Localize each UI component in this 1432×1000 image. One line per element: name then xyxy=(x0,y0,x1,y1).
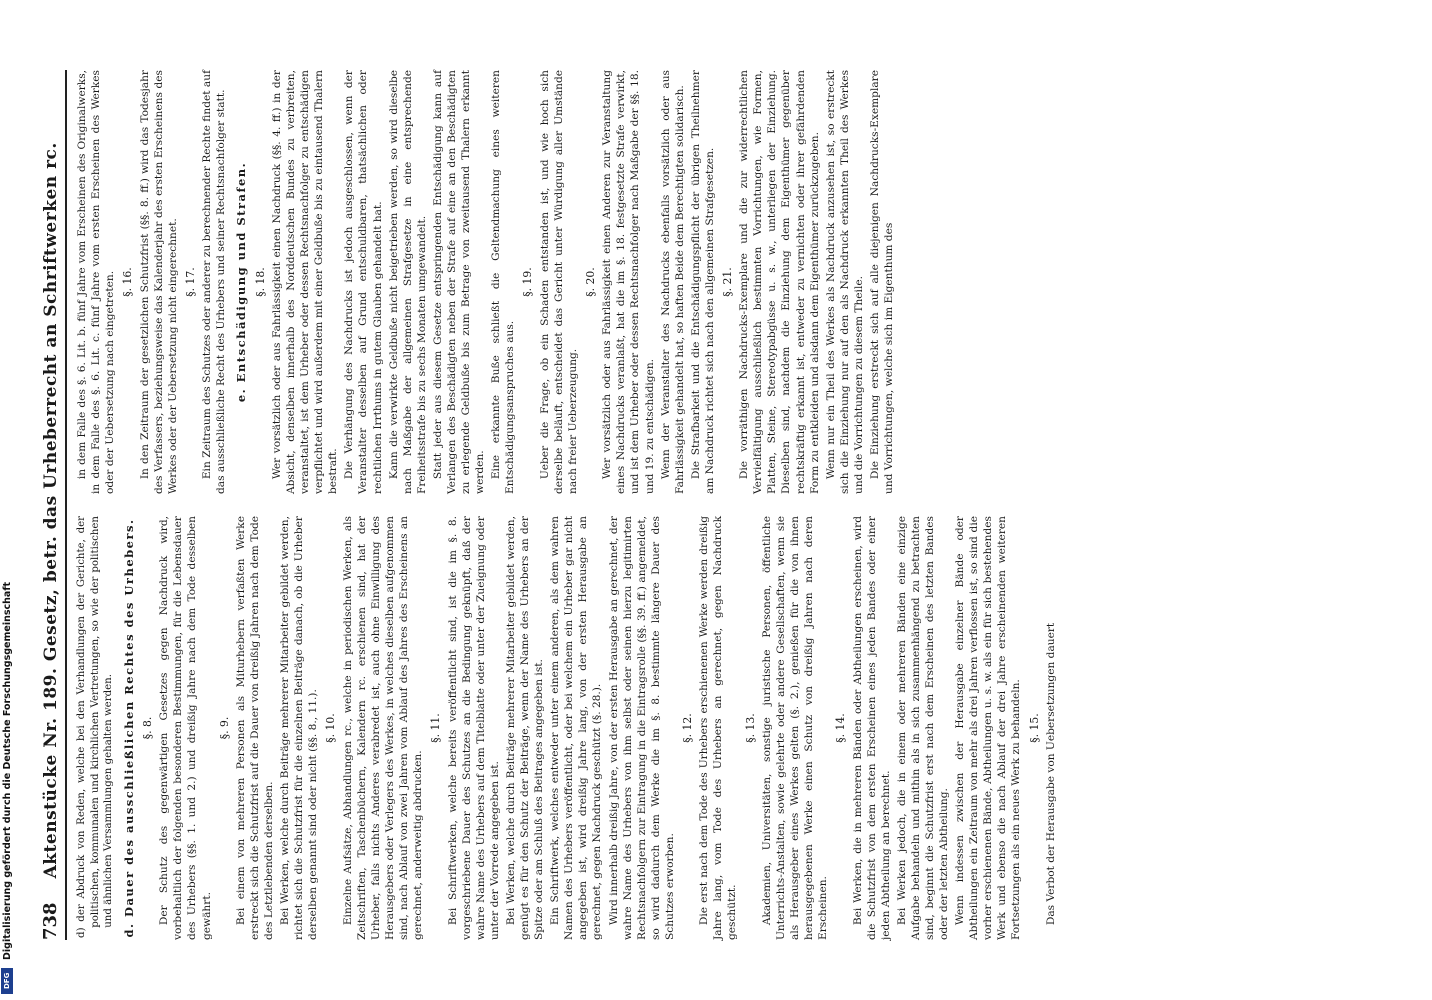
paragraph-number: §. 20. xyxy=(583,267,597,297)
body-paragraph: In den Zeitraum der gesetzlichen Schutzfrist (§§. 8. ff.) wird das Todesjahr des Verfassers, beziehungsweise das Kalenderjahr des ersten Erscheinens des Werkes oder der Uebersetzung nicht eingerechnet. xyxy=(138,70,179,494)
list-item: d) der Abdruck von Reden, welche bei den Verhandlungen der Gerichte, der politischen, kommunalen und kirchlichen Vertretungen, so wie der politischen und ähnlichen Versammlungen gehalten werden. xyxy=(76,516,115,938)
body-paragraph: Einzelne Aufsätze, Abhandlungen rc., welche in periodischen Werken, als Zeitschriften, Taschenbüchern, Kalendern rc. erschienen sind, hat der Urheber, falls nichts Anderes verabredet ist, auch ohne Einwilligung des Herausgebers oder Verlegers des Werkes, in welches dieselben aufgenommen sind, nach Ablauf von zwei Jahren vom Ablauf des Jahres des Erscheinens an gerechnet, anderweitig abdrucken. xyxy=(341,516,425,940)
paragraph-number: §. 18. xyxy=(253,267,267,297)
funding-note: Digitalisierung gefördert durch die Deutsche Forschungsgemeinschaft xyxy=(1,582,13,960)
body-paragraph: Wenn nur ein Theil des Werkes als Nachdruck anzusehen ist, so erstreckt sich die Einziehung nur auf den als Nachdruck erkannten Theil des Werkes und die Vorrichtungen zu diesem Theile. xyxy=(824,70,865,494)
paragraph-number: §. 8. xyxy=(140,716,154,740)
body-paragraph: Akademien, Universitäten, sonstige juristische Personen, öffentliche Unterrichts-Anstalten, sowie gelehrte oder andere Gesellschaften, wenn sie als Herausgeber eines Werkes gelten (§. 2.), genießen für die von ihnen herausgegebenen Werke einen Schutz von dreißig Jahren nach deren Erscheinen. xyxy=(760,516,830,940)
paragraph-number: §. 13. xyxy=(743,713,757,743)
paragraph-number: §. 11. xyxy=(429,713,443,743)
body-paragraph: Bei Werken, die in mehreren Bänden oder Abtheilungen erscheinen, wird die Schutzfrist von dem ersten Erscheinen eines jeden Bandes oder einer jeden Abtheilung an berechnet. xyxy=(851,516,892,940)
paragraph-number: §. 15. xyxy=(1027,713,1041,743)
right-column xyxy=(75,70,1060,494)
body-paragraph: Eine erkannte Buße schließt die Geltendmachung eines weiteren Entschädigungsanspruches aus. xyxy=(490,70,517,494)
body-paragraph: Wenn der Veranstalter des Nachdrucks ebenfalls vorsätzlich oder aus Fahrlässigkeit gehandelt hat, so haften Beide dem Berechtigten solidarisch. xyxy=(659,70,686,494)
body-paragraph: Bei Werken, welche durch Beiträge mehrerer Mitarbeiter gebildet werden, genügt es für den Schutz der Beiträge, wenn der Name des Urhebers an der Spitze oder am Schluß des Beitrages angegeben ist. xyxy=(504,516,546,940)
paragraph-number: §. 12. xyxy=(680,713,694,743)
body-paragraph: Ein Zeitraum des Schutzes oder anderer zu berechnender Rechte findet auf das ausschließliche Recht des Urhebers und seiner Rechtsnachfolger statt. xyxy=(201,70,228,494)
body-paragraph: Bei Schriftwerken, welche bereits veröffentlicht sind, ist die im §. 8. vorgeschriebene Dauer des Schutzes an die Bedingung geknüpft, daß der wahre Name des Urhebers auf dem Titelblatte oder unter der Zueignung oder unter der Vorrede angegeben ist. xyxy=(446,516,501,940)
left-column xyxy=(75,516,1060,940)
section-heading: d. Dauer des ausschließlichen Rechtes des Urhebers. xyxy=(121,518,136,938)
dfg-logo: DFG xyxy=(1,968,13,994)
paragraph-number: §. 14. xyxy=(834,713,848,743)
body-paragraph: Bei Werken jedoch, die in einem oder mehreren Bänden eine einzige Aufgabe behandeln und mithin als in sich zusammenhängend zu betrachten sind, beginnt die Schutzfrist erst nach dem Erscheinen des letzten Bandes oder der letzten Abtheilung. xyxy=(895,516,951,940)
body-paragraph: Bei einem von mehreren Personen als Miturhebern verfaßten Werke erstreckt sich die Schutzfrist auf die Dauer von dreißig Jahren nach dem Tode des Letztlebenden derselben. xyxy=(235,516,276,940)
body-paragraph: Der Schutz des gegenwärtigen Gesetzes gegen Nachdruck wird, vorbehaltlich der folgenden besonderen Bestimmungen, für die Lebensdauer des Urhebers (§§. 1. und 2.) und dreißig Jahre nach dem Tode desselben gewährt. xyxy=(158,516,213,940)
body-paragraph: Ein Schriftwerk, welches entweder unter einem anderen, als dem wahren Namen des Urhebers veröffentlicht, oder bei welchem ein Urheber gar nicht angegeben ist, wird dreißig Jahre lang, von der ersten Herausgabe an gerechnet, gegen Nachdruck geschützt (§. 28.). xyxy=(549,516,604,940)
body-paragraph: Bei Werken, welche durch Beiträge mehrerer Mitarbeiter gebildet werden, richtet sich die Schutzfrist für die einzelnen Beiträge danach, ob die Urheber derselben genannt sind oder nicht (§§. 8., 11.). xyxy=(279,516,320,940)
body-paragraph: Die Einziehung erstreckt sich auf alle diejenigen Nachdrucks-Exemplare und Vorrichtungen, welche sich im Eigenthum des xyxy=(868,70,896,494)
body-paragraph: Statt jeder aus diesem Gesetze entspringenden Entschädigung kann auf Verlangen des Beschädigten neben der Strafe auf eine an den Beschädigten zu erlegende Geldbuße bis zum Betrage von zweitausend Thalern erkannt werden. xyxy=(431,70,487,494)
paragraph-number: §. 9. xyxy=(217,716,231,740)
body-paragraph: Wer vorsätzlich oder aus Fahrlässigkeit einen Nachdruck (§§. 4. ff.) in der Absicht, denselben innerhalb des Norddeutschen Bundes zu verbreiten, veranstaltet, ist dem Urheber oder dessen Rechtsnachfolger zu entschädigen verpflichtet und wird außerdem mit einer Geldbuße bis zu eintausend Thalern bestraft. xyxy=(270,70,340,494)
body-paragraph: in dem Falle des §. 6. Lit. b. fünf Jahre vom Erscheinen des Originalwerks, in dem Falle des §. 6. Lit. c. fünf Jahre vom ersten Erscheinen des Werkes oder der Uebersetzung nach eingetreten. xyxy=(76,70,117,494)
body-paragraph: Kann die verwirkte Geldbuße nicht beigetrieben werden, so wird dieselbe nach Maßgabe der allgemeinen Strafgesetze in eine entsprechende Freiheitsstrafe bis zu sechs Monaten umgewandelt. xyxy=(387,70,428,494)
paragraph-number: §. 21. xyxy=(720,267,734,297)
text-columns xyxy=(75,70,1060,940)
paragraph-number: §. 16. xyxy=(121,267,135,297)
page-title: Aktenstücke Nr. 189. Gesetz, betr. das Urheberrecht an Schriftwerken rc. xyxy=(41,142,61,879)
body-paragraph: Die vorräthigen Nachdrucks-Exemplare und die zur widerrechtlichen Vervielfältigung ausschließlich bestimmten Vorrichtungen, wie Formen, Platten, Steine, Stereotypabgüsse u. s. w., unterliegen der Einziehung. Dieselben sind, nachdem die Einziehung dem Eigenthümer gegenüber rechtskräftig erkannt ist, entweder zu vernichten oder ihrer gefährdenden Form zu entkleiden und alsdann dem Eigenthümer zurückzugeben. xyxy=(738,70,821,494)
body-paragraph: Die Verhängung des Nachdrucks ist jedoch ausgeschlossen, wenn der Veranstalter desselben auf Grund entschuldbaren, thatsächlichen oder rechtlichen Irrthums in gutem Glauben gehandelt hat. xyxy=(343,70,384,494)
body-paragraph: Ueber die Frage, ob ein Schaden entstanden ist, und wie hoch sich derselbe beläuft, entscheidet das Gericht unter Würdigung aller Umstände nach freier Ueberzeugung. xyxy=(538,70,579,494)
running-header xyxy=(40,70,67,940)
paragraph-number: §. 17. xyxy=(183,267,197,297)
body-paragraph: Die Strafbarkeit und die Entschädigungspflicht der übrigen Theilnehmer am Nachdruck richtet sich nach den allgemeinen Strafgesetzen. xyxy=(689,70,716,494)
body-paragraph: Wird innerhalb dreißig Jahre, von der ersten Herausgabe an gerechnet, der wahre Name des Urhebers von ihm selbst oder seinen hierzu legitimirten Rechtsnachfolgern zur Eintragung in die Eintragsrolle (§§. 39. ff.) angemeldet, so wird dadurch dem Werke die im §. 8. bestimmte längere Dauer des Schutzes erworben. xyxy=(607,516,676,940)
page-number: 738 xyxy=(40,902,61,940)
body-paragraph: Das Verbot der Herausgabe von Uebersetzungen dauert xyxy=(1044,622,1057,926)
section-heading: e. Entschädigung und Strafen. xyxy=(234,161,249,403)
body-paragraph: Wer vorsätzlich oder aus Fahrlässigkeit einen Anderen zur Veranstaltung eines Nachdrucks veranlaßt, hat die im §. 18. festgesetzte Strafe verwirkt, und ist dem Urheber oder dessen Rechtsnachfolger nach Maßgabe der §§. 18. und 19. zu entschädigen. xyxy=(601,70,656,494)
paragraph-number: §. 10. xyxy=(324,713,338,743)
paragraph-number: §. 19. xyxy=(521,267,535,297)
body-paragraph: Wenn indessen zwischen der Herausgabe einzelner Bände oder Abtheilungen ein Zeitraum von mehr als drei Jahren verflossen ist, so sind die vorher erschienenen Bände, Abtheilungen u. s. w. als ein für sich bestehendes Werk und ebenso die nach Ablauf der drei Jahre erscheinenden weiteren Fortsetzungen als ein neues Werk zu behandeln. xyxy=(954,516,1023,940)
body-paragraph: Die erst nach dem Tode des Urhebers erschienenen Werke werden dreißig Jahre lang, vom Tode des Urhebers an gerechnet, gegen Nachdruck geschützt. xyxy=(698,516,739,940)
